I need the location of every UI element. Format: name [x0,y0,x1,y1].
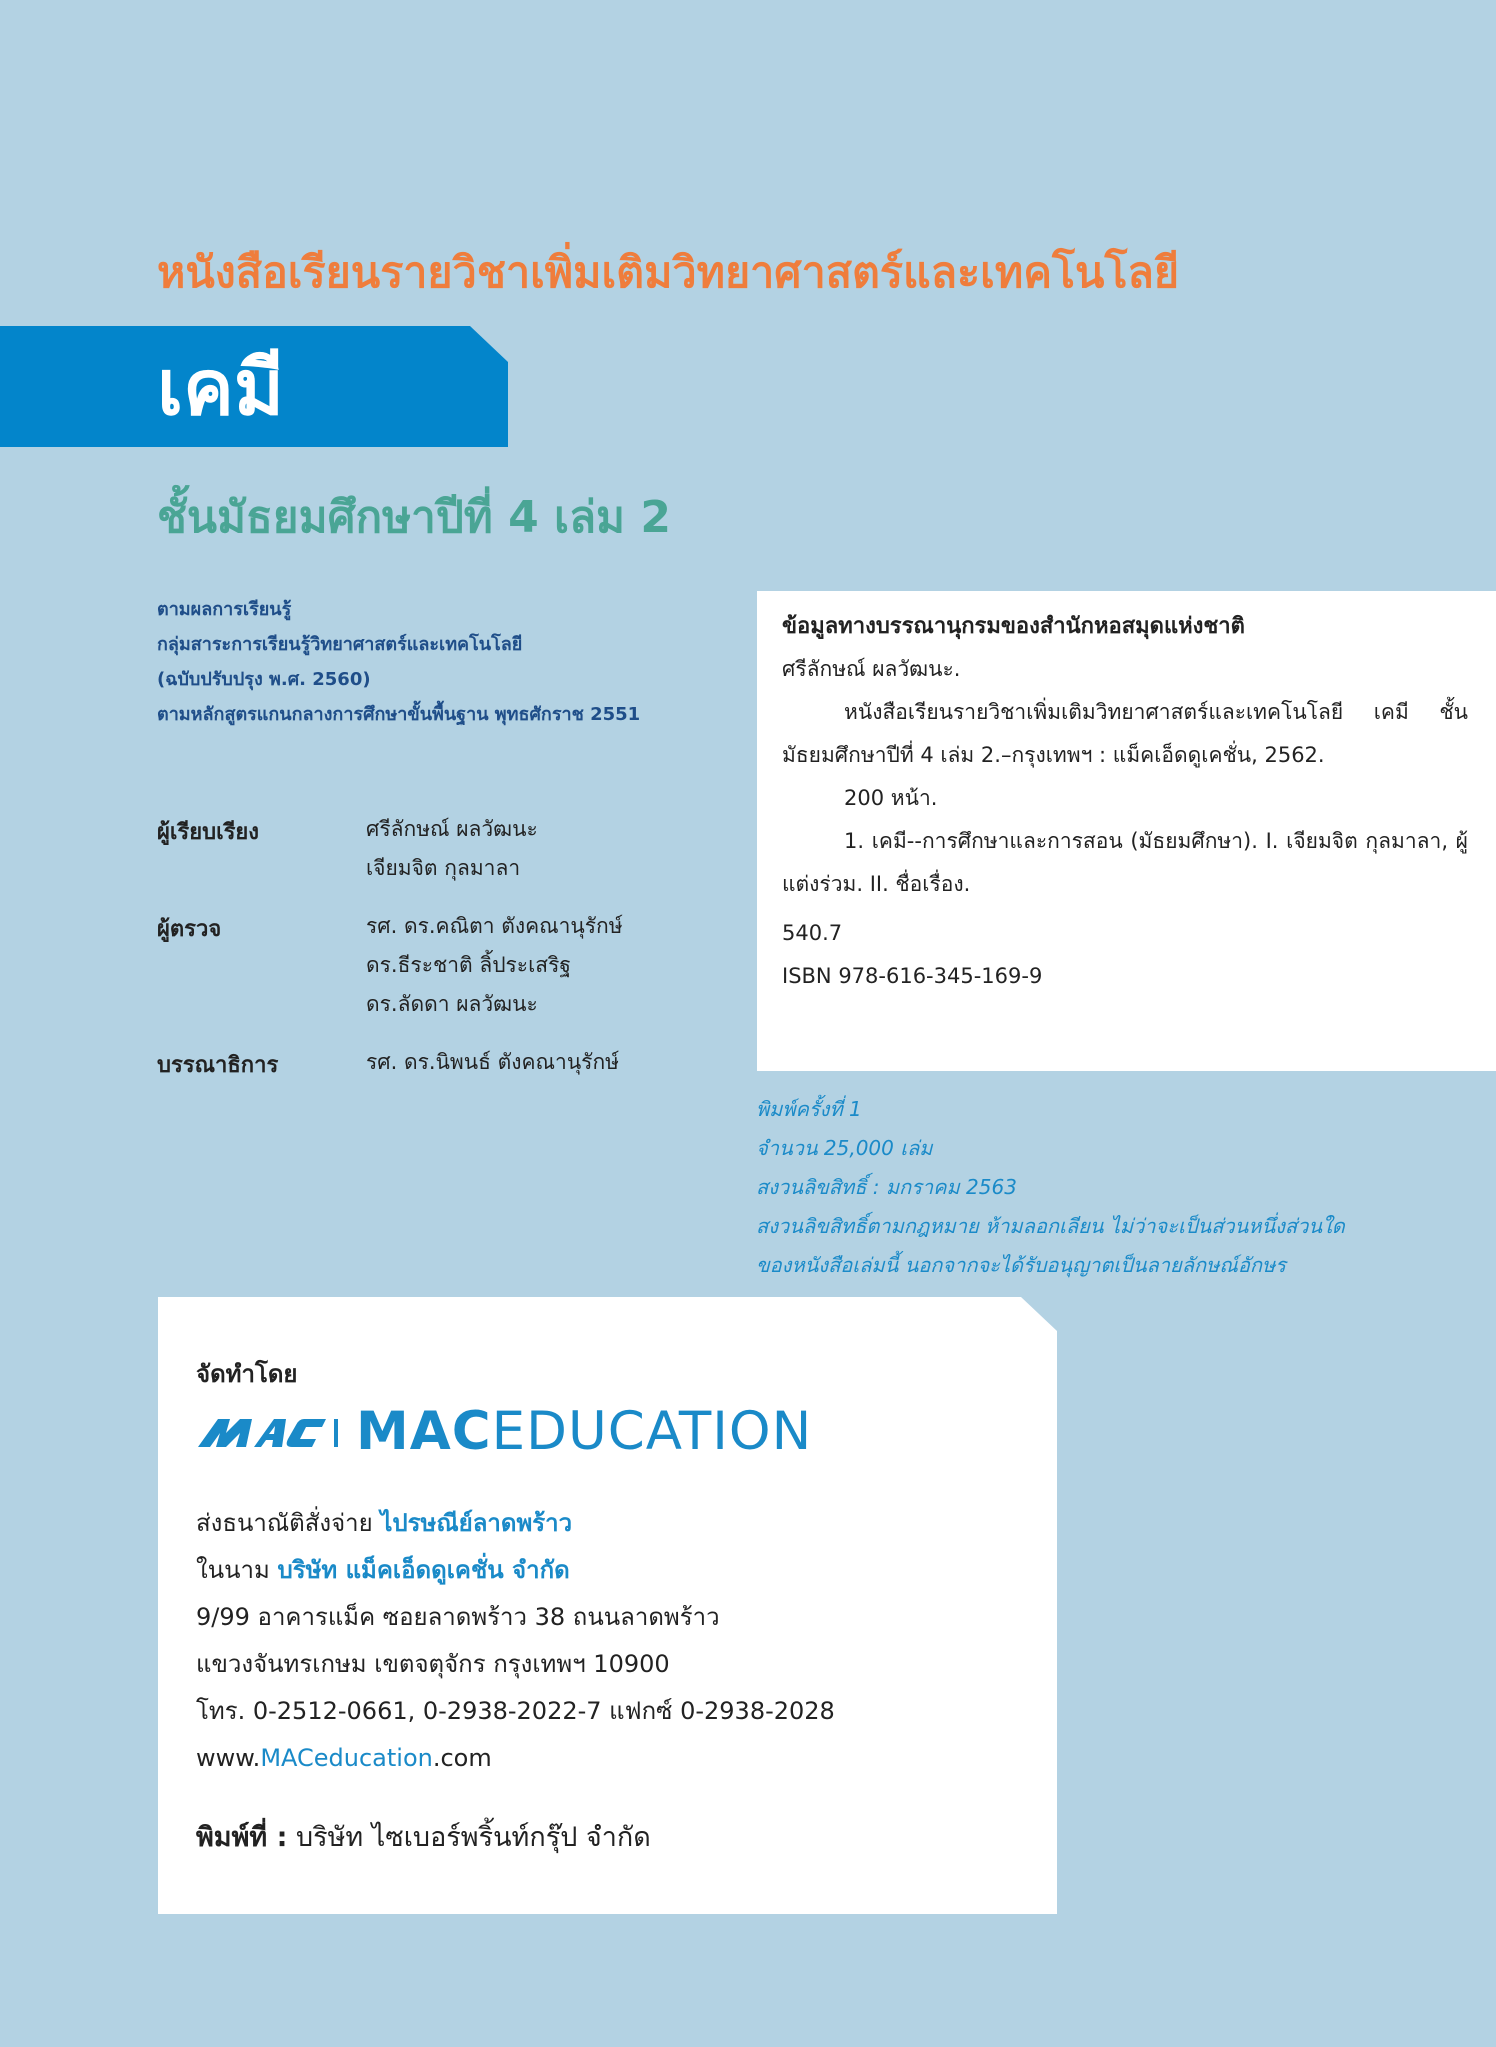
print-info-line: ของหนังสือเล่มนี้ นอกจากจะได้รับอนุญาตเป็นลายลักษณ์อักษร [756,1253,1286,1277]
print-info [756,1090,1345,1285]
curriculum-line: กลุ่มสาระการเรียนรู้วิทยาศาสตร์และเทคโนโลยี [157,634,523,655]
reviewer-name: รศ. ดร.คณิตา ตังคณานุรักษ์ [366,914,623,938]
printer-line [196,1815,651,1858]
logo-word-bold: MAC [356,1401,492,1462]
cip-author: ศรีลักษณ์ ผลวัฒนะ. [782,657,961,681]
cip-title: หนังสือเรียนรายวิชาเพิ่มเติมวิทยาศาสตร์และเทคโนโลยี เคมี ชั้นมัธยมศึกษาปีที่ 4 เล่ม 2.–กรุงเทพฯ : แม็คเอ็ดดูเคชั่น, 2562. [782,700,1468,767]
cip-isbn: ISBN 978-616-345-169-9 [782,964,1043,988]
editor-label: บรรณาธิการ [157,1053,279,1078]
web-suffix: .com [432,1744,492,1772]
money-order-post-office: ไปรษณีย์ลาดพร้าว [380,1509,573,1537]
address-line: แขวงจันทรเกษม เขตจตุจักร กรุงเทพฯ 10900 [196,1650,670,1678]
curriculum-line: ตามผลการเรียนรู้ [157,599,292,620]
series-title: หนังสือเรียนรายวิชาเพิ่มเติมวิทยาศาสตร์และเทคโนโลยี [157,248,1180,298]
printer-label: พิมพ์ที่ : [196,1822,288,1853]
cip-box [757,591,1496,1071]
author-label: ผู้เรียบเรียง [157,820,260,845]
cip-subjects: 1. เคมี--การศึกษาและการสอน (มัธยมศึกษา). I. เจียมจิต กุลมาลา, ผู้แต่งร่วม. II. ชื่อเรื่อง. [782,829,1468,896]
reviewer-list [366,907,623,1024]
mac-education-logo [196,1401,813,1462]
author-list [366,810,538,888]
curriculum-block [157,592,640,732]
subject-title: เคมี [157,343,284,432]
author-name: เจียมจิต กุลมาลา [366,856,521,880]
curriculum-line: ตามหลักสูตรแกนกลางการศึกษาขั้นพื้นฐาน พุทธศักราช 2551 [157,704,641,725]
editor-list [366,1043,619,1082]
money-order-line [196,1500,835,1547]
print-info-line: จำนวน 25,000 เล่ม [756,1136,933,1160]
cip-classification: 540.7 [782,921,843,945]
mac-logo-mark-icon [196,1413,346,1451]
editor-name: รศ. ดร.นิพนธ์ ตังคณานุรักษ์ [366,1050,620,1074]
payee-prefix: ในนาม [196,1556,270,1584]
payee-line [196,1547,835,1594]
reviewer-name: ดร.ลัดดา ผลวัฒนะ [366,992,538,1016]
author-name: ศรีลักษณ์ ผลวัฒนะ [366,817,538,841]
produced-by-label: จัดทำโดย [196,1360,298,1388]
money-order-prefix: ส่งธนาณัติสั่งจ่าย [196,1509,373,1537]
printer-name: บริษัท ไซเบอร์พริ้นท์กรุ๊ป จำกัด [295,1822,651,1853]
print-info-line: พิมพ์ครั้งที่ 1 [756,1097,862,1121]
curriculum-line: (ฉบับปรับปรุง พ.ศ. 2560) [157,669,371,690]
cip-heading: ข้อมูลทางบรรณานุกรมของสำนักหอสมุดแห่งชาติ [782,614,1245,639]
website-link[interactable] [196,1735,835,1782]
print-info-line: สงวนลิขสิทธิ์ตามกฎหมาย ห้ามลอกเลียน ไม่ว่าจะเป็นส่วนหนึ่งส่วนใด [756,1214,1345,1238]
publisher-address-block [196,1500,835,1782]
logo-wordmark [356,1401,813,1462]
grade-title: ชั้นมัธยมศึกษาปีที่ 4 เล่ม 2 [157,492,671,543]
reviewer-name: ดร.ธีระชาติ ลิ้ประเสริฐ [366,953,571,977]
phone-line: โทร. 0-2512-0661, 0-2938-2022-7 แฟกซ์ 0-2938-2028 [196,1697,835,1725]
web-brand: MACeducation [260,1744,433,1772]
payee-name: บริษัท แม็คเอ็ดดูเคชั่น จำกัด [277,1556,570,1584]
reviewer-label: ผู้ตรวจ [157,917,222,942]
address-line: 9/99 อาคารแม็ค ซอยลาดพร้าว 38 ถนนลาดพร้าว [196,1603,720,1631]
cip-pages: 200 หน้า. [844,786,938,810]
web-prefix: www. [196,1744,261,1772]
print-info-line: สงวนลิขสิทธิ์ : มกราคม 2563 [756,1175,1017,1199]
logo-word-light: EDUCATION [491,1401,813,1462]
